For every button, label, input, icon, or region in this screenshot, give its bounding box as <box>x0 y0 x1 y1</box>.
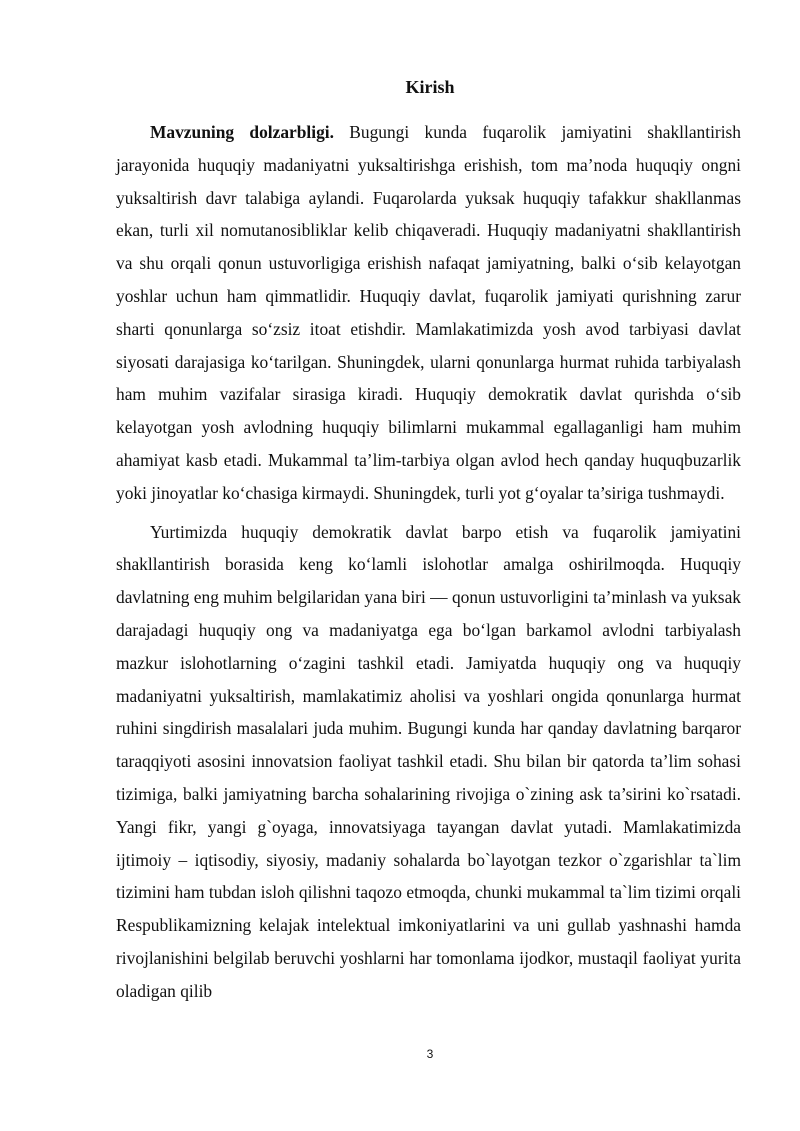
page-title: Kirish <box>405 77 455 97</box>
document-body <box>116 116 741 1008</box>
paragraph-text: Yurtimizda huquqiy demokratik davlat barpo etish va fuqarolik jamiyatini shakllantirish borasida keng ko‘lamli islohotlar amalga oshirilmoqda. Huquqiy davlatning eng muhim belgilaridan yana biri — qonun ustuvorligini ta’minlash va yuksak darajadagi huquqiy ong va madaniyatga ega bo‘lgan barkamol avlodni tarbiyalash mazkur islohotlarning o‘zagini tashkil etadi. Jamiyatda huquqiy ong va huquqiy madaniyatni yuksaltirish, mamlakatimiz aholisi va yoshlari ongida qonunlarga hurmat ruhini singdirish masalalari juda muhim. Bugungi kunda har qanday davlatning barqaror taraqqiyoti asosini innovatsion faoliyat tashkil etadi. Shu bilan bir qatorda ta’lim sohasi tizimiga, balki jamiyatning barcha sohalarining rivojiga o`zining ask ta’sirini ko`rsatadi. Yangi fikr, yangi g`oyaga, innovatsiyaga tayangan davlat yutadi. Mamlakatimizda ijtimoiy – iqtisodiy, siyosiy, madaniy sohalarda bo`layotgan tezkor o`zgarishlar ta`lim tizimini ham tubdan isloh qilishni taqozo etmoqda, chunki mukammal ta`lim tizimi orqali Respublikamizning kelajak intelektual imkoniyatlarini va uni gullab yashnashi hamda rivojlanishini belgilab beruvchi yoshlarni har tomonlama ijodkor, mustaqil faoliyat yurita oladigan qilib <box>116 521 741 1001</box>
paragraph-1 <box>116 116 741 510</box>
paragraph-lead: Mavzuning dolzarbligi. <box>150 122 334 142</box>
page-number: 3 <box>426 1047 434 1061</box>
paragraph-2 <box>116 516 741 1008</box>
paragraph-text: Bugungi kunda fuqarolik jamiyatini shakllantirish jarayonida huquqiy madaniyatni yuksaltirishga erishish, tom ma’noda huquqiy ongni yuksaltirish davr talabiga aylandi. Fuqarolarda yuksak huquqiy tafakkur shakllanmas ekan, turli xil nomutanosibliklar kelib chiqaveradi. Huquqiy madaniyatni shakllantirish va shu orqali qonun ustuvorligiga erishish nafaqat jamiyatning, balki o‘sib kelayotgan yoshlar uchun ham qimmatlidir. Huquqiy davlat, fuqarolik jamiyati qurishning zarur sharti qonunlarga so‘zsiz itoat etishdir. Mamlakatimizda yosh avod tarbiyasi davlat siyosati darajasiga ko‘tarilgan. Shuningdek, ularni qonunlarga hurmat ruhida tarbiyalash ham muhim vazifalar sirasiga kiradi. Huquqiy demokratik davlat qurishda o‘sib kelayotgan yosh avlodning huquqiy bilimlarni mukammal egallaganligi ham muhim ahamiyat kasb etadi. Mukammal ta’lim-tarbiya olgan avlod hech qanday huquqbuzarlik yoki jinoyatlar ko‘chasiga kirmaydi. Shuningdek, turli yot g‘oyalar ta’siriga tushmaydi. <box>116 122 741 503</box>
